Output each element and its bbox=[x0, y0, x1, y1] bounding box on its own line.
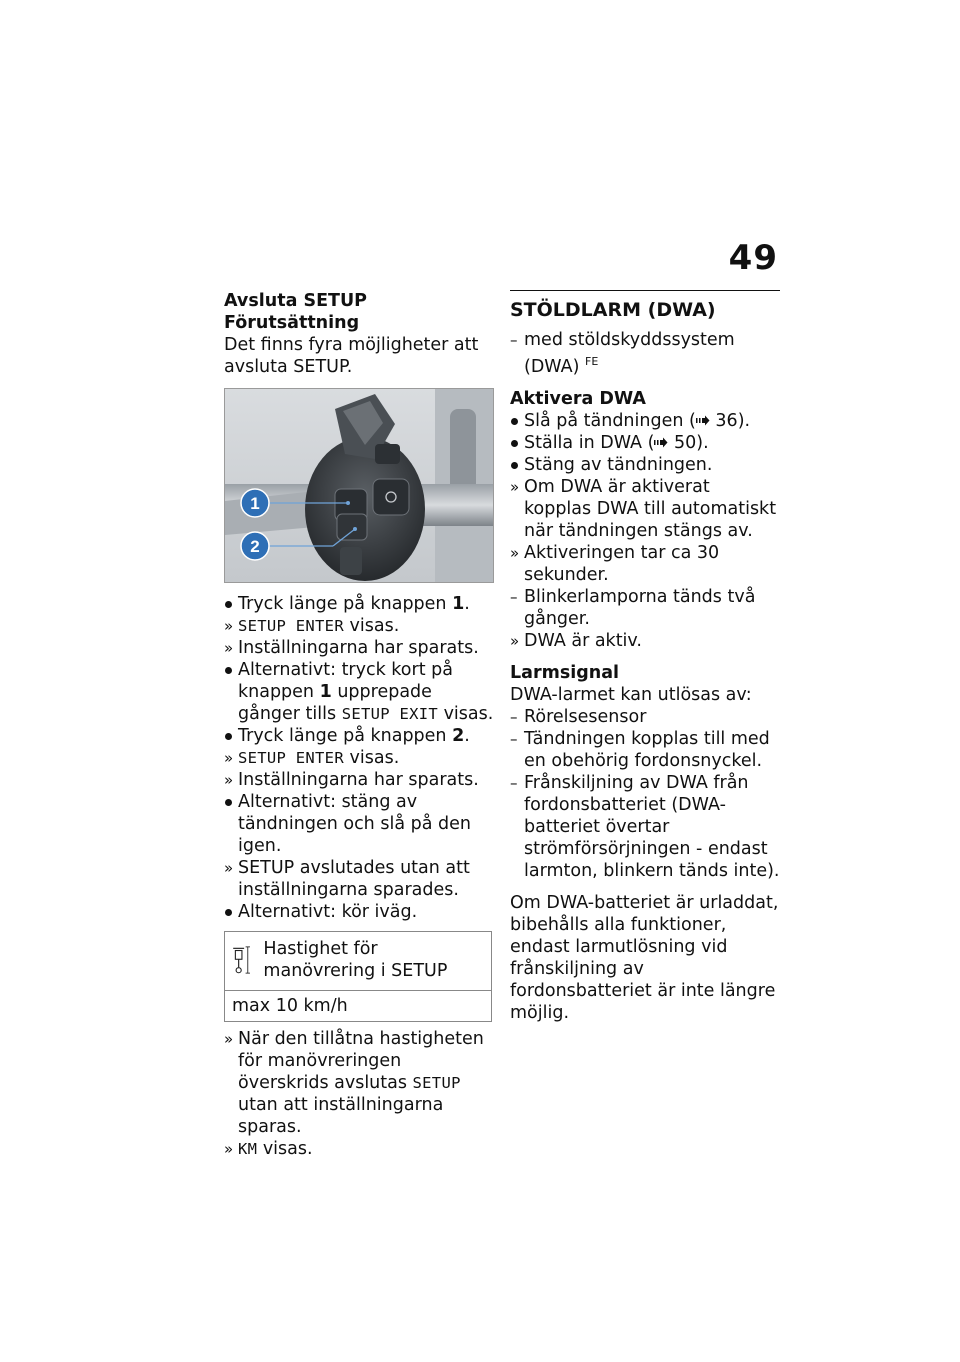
step-result: » KM visas. bbox=[224, 1139, 313, 1159]
result-arrow-icon: » bbox=[224, 1030, 234, 1048]
step-bullet: Alternativt: stäng av tändningen och slå på den igen. bbox=[224, 791, 494, 857]
section-title-dwa: STÖLDLARM (DWA) bbox=[510, 290, 780, 323]
closing-paragraph: Om DWA-batteriet är urladdat, bibehålls alla funktioner, endast larmutlösning vid frånskiljning av fordonsbatteriet är inte längre möjlig. bbox=[510, 892, 779, 1023]
handlebar-switch-illustration bbox=[225, 389, 493, 582]
dash-icon: – bbox=[510, 773, 518, 792]
step-result: » Om DWA är aktiverat kopplas DWA till automatiskt när tändningen stängs av. bbox=[510, 476, 777, 541]
step-bullet: Tryck länge på knappen 1. bbox=[224, 593, 494, 615]
heading-larmsignal: Larmsignal bbox=[510, 662, 620, 683]
speed-limit-table-header bbox=[225, 932, 491, 991]
bullet-icon bbox=[511, 462, 518, 469]
dash-icon: – bbox=[510, 331, 518, 349]
bullet-icon bbox=[225, 799, 232, 806]
subheading-forutsattning: Förutsättning bbox=[224, 313, 360, 333]
bullet-icon bbox=[225, 667, 232, 674]
result-arrow-icon: » bbox=[510, 543, 520, 562]
step-result: » SETUP ENTER visas. bbox=[224, 748, 400, 768]
equipment-note: – med stöldskyddssystem (DWA) $^{FE}$ bbox=[510, 330, 735, 377]
callout-1: 1 bbox=[250, 494, 260, 513]
dash-icon: – bbox=[510, 587, 518, 606]
speed-limit-value: max 10 km/h bbox=[232, 996, 348, 1016]
page-reference-arrow-icon bbox=[696, 415, 710, 426]
step-result: » Aktiveringen tar ca 30 sekunder. bbox=[510, 542, 720, 585]
dash-icon: – bbox=[510, 707, 518, 726]
step-bullet: Alternativt: kör iväg. bbox=[224, 901, 494, 923]
bullet-icon bbox=[511, 440, 518, 447]
result-arrow-icon: » bbox=[224, 639, 234, 657]
step-result: » Inställningarna har sparats. bbox=[224, 638, 479, 658]
callout-2: 2 bbox=[250, 537, 260, 556]
activate-steps bbox=[510, 410, 780, 652]
left-column bbox=[224, 290, 494, 1160]
speedometer-limit-icon bbox=[231, 938, 251, 982]
list-item: – Rörelsesensor bbox=[510, 706, 647, 727]
result-arrow-icon: » bbox=[224, 771, 234, 789]
result-arrow-icon: » bbox=[224, 617, 234, 635]
speed-limit-label: Hastighet för manövrering i SETUP bbox=[263, 939, 448, 981]
list-item: – Tändningen kopplas till med en obehörig fordonsnyckel. bbox=[510, 728, 770, 771]
after-steps bbox=[224, 1028, 494, 1160]
step-result: » När den tillåtna hastigheten för manövreringen överskrids avslutas SETUP utan att inställningarna sparas. bbox=[224, 1029, 484, 1137]
step-bullet: Slå på tändningen ( 36). bbox=[510, 410, 780, 432]
heading-aktivera-dwa: Aktivera DWA bbox=[510, 388, 646, 409]
step-bullet: Stäng av tändningen. bbox=[510, 454, 780, 476]
alarm-intro: DWA-larmet kan utlösas av: bbox=[510, 684, 752, 705]
step-dash: – Blinkerlamporna tänds två gånger. bbox=[510, 586, 756, 629]
result-arrow-icon: » bbox=[224, 1140, 234, 1158]
step-result: » SETUP ENTER visas. bbox=[224, 616, 400, 636]
result-arrow-icon: » bbox=[510, 477, 520, 496]
dash-icon: – bbox=[510, 729, 518, 748]
result-arrow-icon: » bbox=[510, 631, 520, 650]
alarm-triggers bbox=[510, 706, 780, 882]
right-column bbox=[510, 290, 780, 1024]
step-bullet: Ställa in DWA ( 50). bbox=[510, 432, 780, 454]
heading-avsluta-setup: Avsluta SETUP bbox=[224, 291, 367, 311]
handlebar-switch-photo bbox=[224, 388, 494, 583]
result-arrow-icon: » bbox=[224, 859, 234, 877]
bullet-icon bbox=[225, 601, 232, 608]
speed-limit-table bbox=[224, 931, 492, 1022]
step-result: » SETUP avslutades utan att inställningarna sparades. bbox=[224, 858, 470, 900]
intro-text: Det finns fyra möjligheter att avsluta SETUP. bbox=[224, 335, 479, 377]
step-result: » DWA är aktiv. bbox=[510, 630, 642, 651]
bullet-icon bbox=[511, 418, 518, 425]
setup-steps bbox=[224, 593, 494, 923]
step-result: » Inställningarna har sparats. bbox=[224, 770, 479, 790]
page-number: 49 bbox=[728, 238, 778, 278]
list-item: – Frånskiljning av DWA från fordonsbatteriet (DWA-batteriet övertar strömförsörjningen - endast larmton, blinkern tänds inte). bbox=[510, 772, 780, 881]
result-arrow-icon: » bbox=[224, 749, 234, 767]
factory-equipment-sup: FE bbox=[585, 355, 599, 368]
step-bullet: Alternativt: tryck kort på knappen 1 upprepade gånger tills SETUP EXIT visas. bbox=[224, 659, 494, 725]
bullet-icon bbox=[225, 733, 232, 740]
step-bullet: Tryck länge på knappen 2. bbox=[224, 725, 494, 747]
page-reference-arrow-icon bbox=[654, 437, 668, 448]
bullet-icon bbox=[225, 909, 232, 916]
